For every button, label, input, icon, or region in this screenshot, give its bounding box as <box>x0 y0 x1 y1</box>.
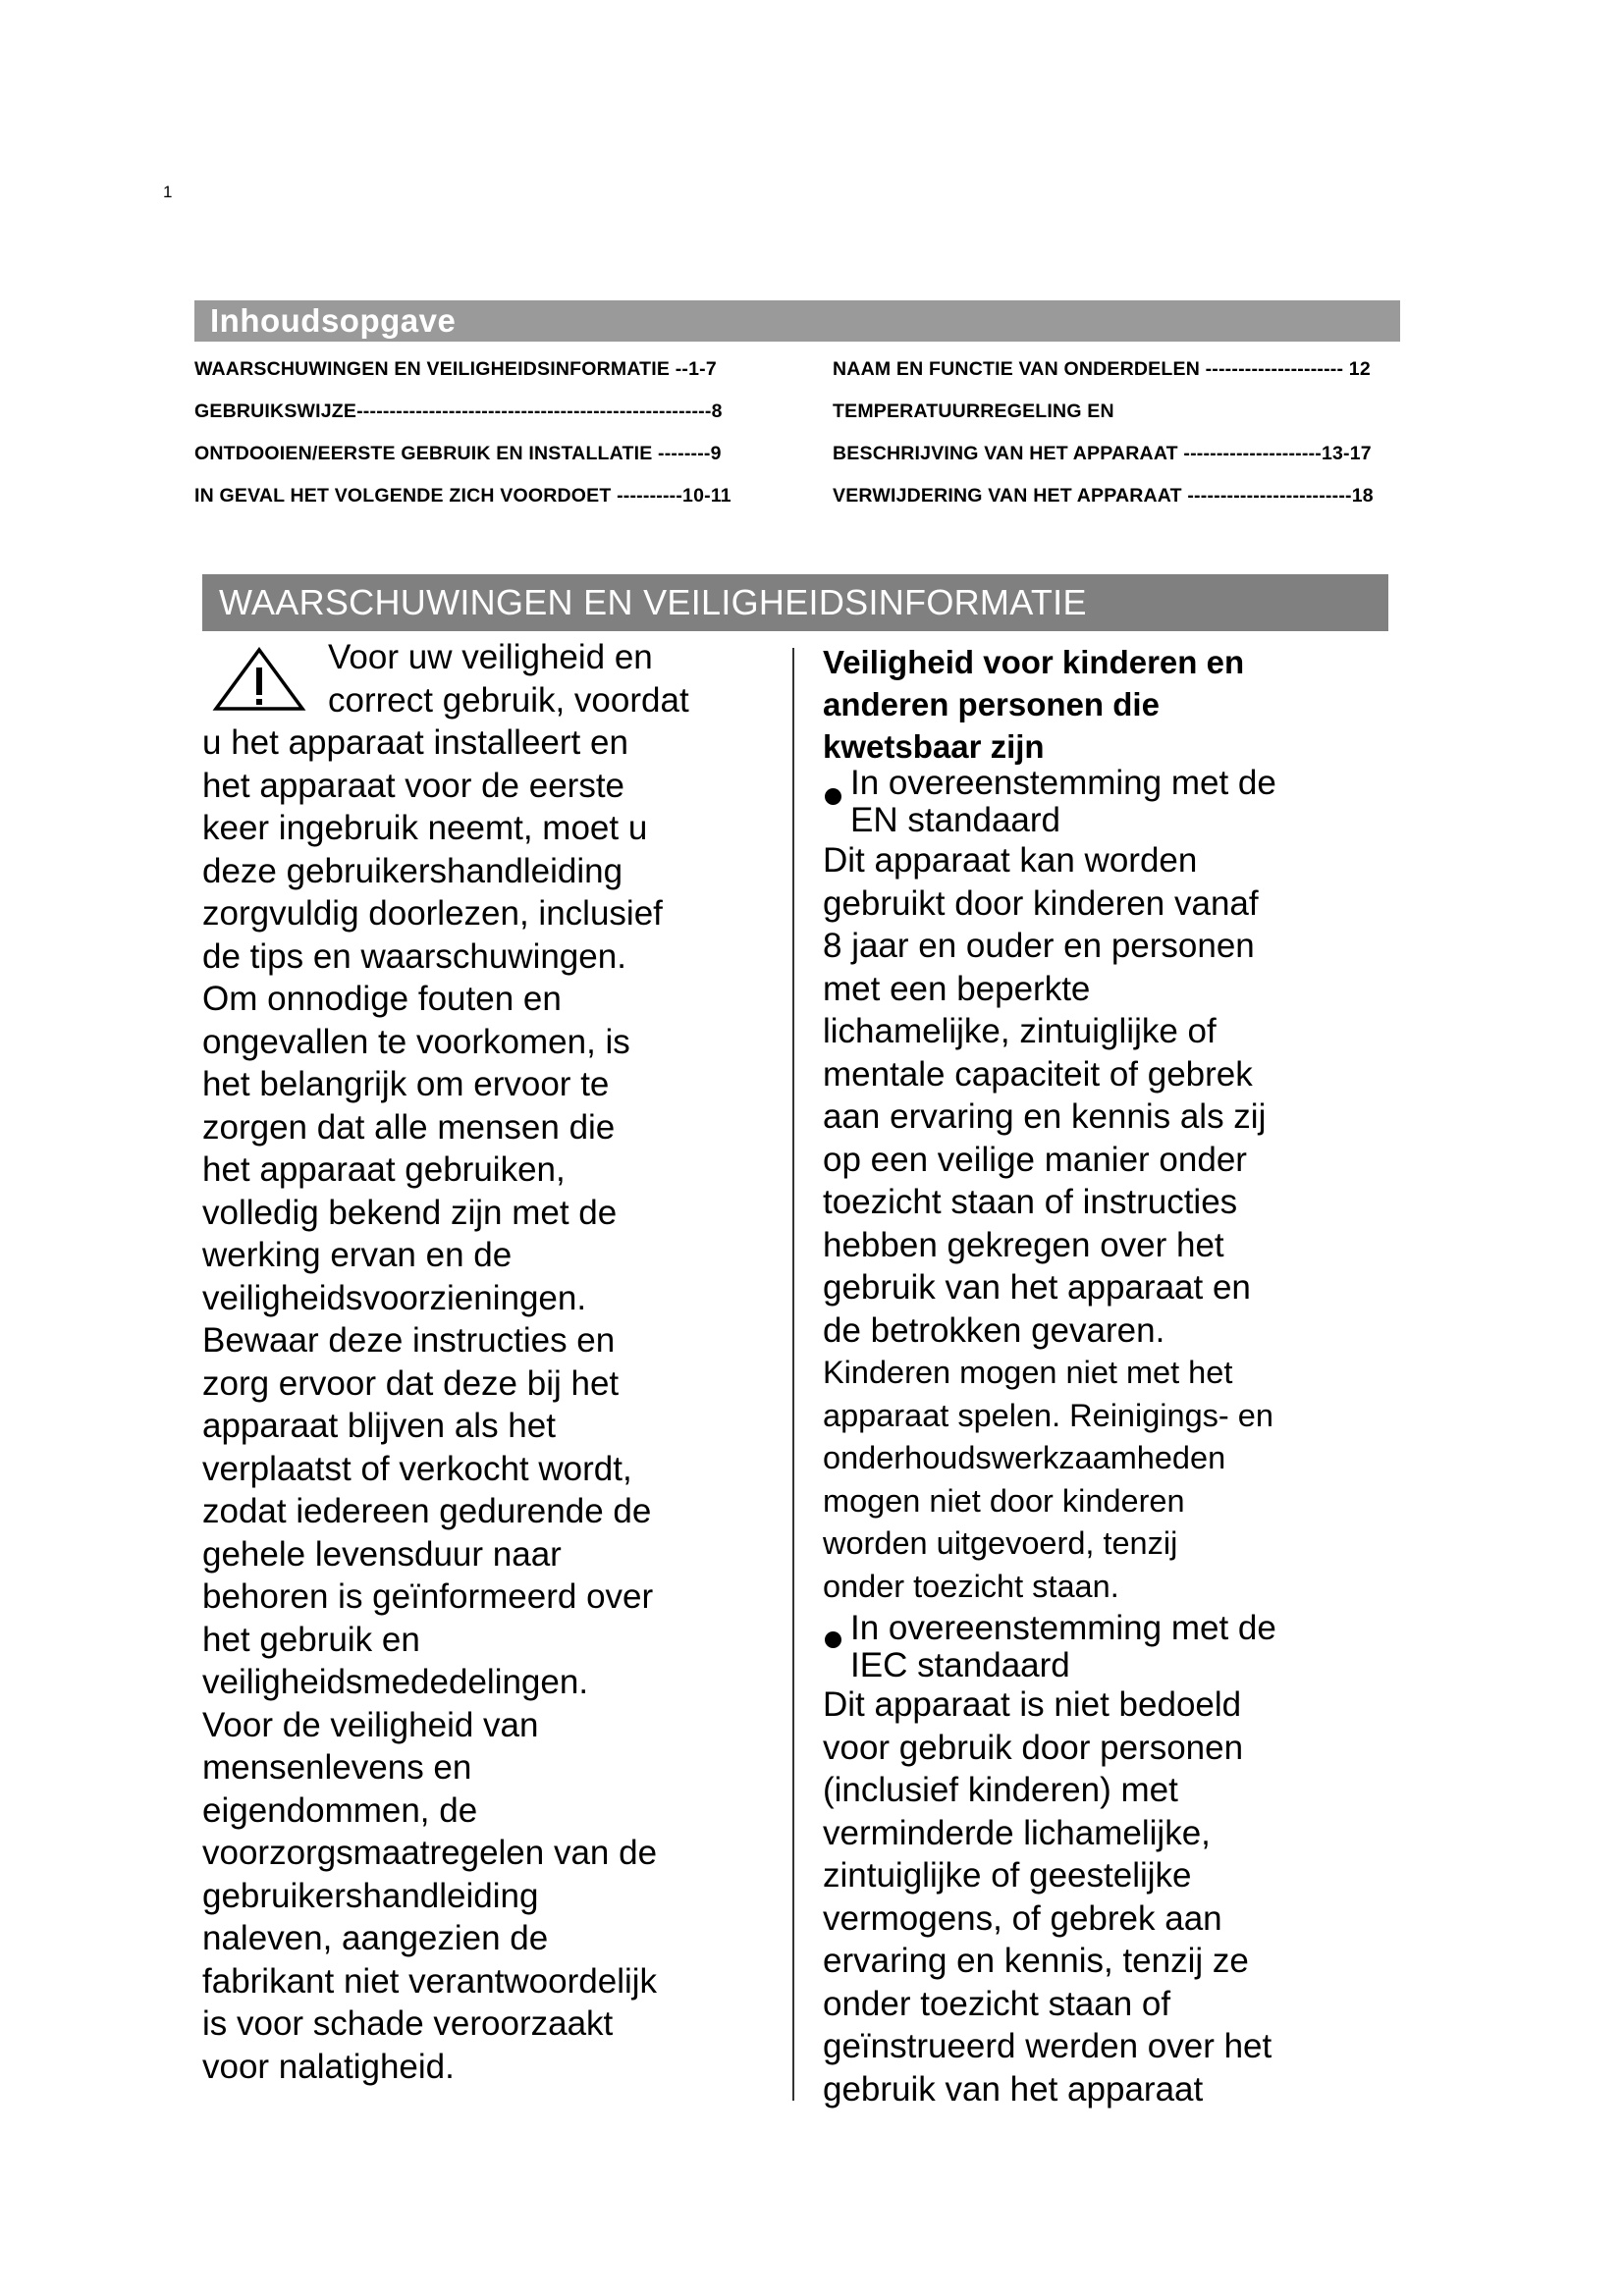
text-line: het apparaat voor de eerste <box>202 766 625 805</box>
toc-entry: BESCHRIJVING VAN HET APPARAAT ---------------------13-17 <box>833 443 1372 464</box>
text-line: deze gebruikershandleiding <box>202 851 623 890</box>
text-line: onder toezicht staan of <box>823 1984 1171 2023</box>
text-line: EN standaard <box>850 801 1061 839</box>
toc-header <box>194 300 1400 342</box>
bullet-icon <box>825 788 841 805</box>
text-line: fabrikant niet verantwoordelijk <box>202 1961 658 2001</box>
toc-title: Inhoudsopgave <box>210 302 457 339</box>
text-line: apparaat spelen. Reinigings- en <box>823 1397 1273 1433</box>
toc-entry: IN GEVAL HET VOLGENDE ZICH VOORDOET ----------10-11 <box>194 485 731 507</box>
text-line: gebruikt door kinderen vanaf <box>823 883 1259 923</box>
bullet-en-standard <box>823 765 1432 839</box>
text-line: Voor uw veiligheid en <box>328 638 653 676</box>
text-line: naleven, aangezien de <box>202 1919 549 1957</box>
text-line: voorzorgsmaatregelen van de <box>202 1834 658 1872</box>
toc-entry: VERWIJDERING VAN HET APPARAAT -------------------------18 <box>833 485 1374 507</box>
text-line: het belangrijk om ervoor te <box>202 1065 610 1103</box>
text-line: (inclusief kinderen) met <box>823 1771 1178 1809</box>
text-line: onder toezicht staan. <box>823 1568 1119 1604</box>
text-line: ervaring en kennis, tenzij ze <box>823 1942 1249 1980</box>
text-line: In overeenstemming met de <box>850 1609 1276 1647</box>
page-number: 1 <box>163 183 173 201</box>
paragraph-children-play <box>823 1352 1432 1608</box>
text-line: gebruik van het apparaat <box>823 2069 1204 2109</box>
text-line: u het apparaat installeert en <box>202 723 628 762</box>
heading-line: anderen personen die <box>823 686 1160 722</box>
text-line: IEC standaard <box>850 1646 1070 1684</box>
text-line: is voor schade veroorzaakt <box>202 2004 614 2043</box>
text-line: het gebruik en <box>202 1620 420 1659</box>
paragraph-iec <box>823 1683 1432 2110</box>
text-line: toezicht staan of instructies <box>823 1183 1238 1221</box>
text-line: correct gebruik, voordat <box>328 680 689 720</box>
column-divider <box>792 648 794 2101</box>
text-line: In overeenstemming met de <box>850 764 1276 802</box>
section-header <box>202 574 1388 631</box>
text-line: zorgen dat alle mensen die <box>202 1107 616 1147</box>
text-line: de betrokken gevaren. <box>823 1310 1165 1350</box>
text-line: 8 jaar en ouder en personen <box>823 927 1255 965</box>
text-line: onderhoudswerkzaamheden <box>823 1440 1226 1475</box>
text-line: apparaat blijven als het <box>202 1407 556 1445</box>
text-line: gebruik van het apparaat en <box>823 1268 1251 1307</box>
text-line: zorgvuldig doorlezen, inclusief <box>202 894 663 933</box>
text-line: Voor de veiligheid van <box>202 1705 539 1744</box>
text-line: mentale capaciteit of gebrek <box>823 1054 1253 1094</box>
text-line: volledig bekend zijn met de <box>202 1193 618 1232</box>
text-line: Bewaar deze instructies en <box>202 1321 616 1360</box>
text-line: geïnstrueerd werden over het <box>823 2027 1272 2065</box>
toc-entry: WAARSCHUWINGEN EN VEILIGHEIDSINFORMATIE --1-7 <box>194 358 717 380</box>
text-line: veiligheidsvoorzieningen. <box>202 1278 587 1317</box>
toc-entry: ONTDOOIEN/EERSTE GEBRUIK EN INSTALLATIE --------9 <box>194 443 722 464</box>
child-safety-heading <box>823 646 1432 763</box>
text-line: keer ingebruik neemt, moet u <box>202 809 648 847</box>
text-line: ongevallen te voorkomen, is <box>202 1022 630 1061</box>
text-line: zorg ervoor dat deze bij het <box>202 1363 620 1403</box>
right-column <box>823 636 1432 2110</box>
text-line: de tips en waarschuwingen. <box>202 936 626 976</box>
text-line: met een beperkte <box>823 969 1091 1008</box>
bullet-iec-standard <box>823 1608 1432 1683</box>
text-line: vermogens, of gebrek aan <box>823 1898 1222 1938</box>
text-line: eigendommen, de <box>202 1790 478 1830</box>
toc-left-column <box>194 351 823 520</box>
text-line: Kinderen mogen niet met het <box>823 1355 1233 1390</box>
text-line: Dit apparaat is niet bedoeld <box>823 1685 1242 1724</box>
text-line: voor gebruik door personen <box>823 1728 1244 1767</box>
heading-line: kwetsbaar zijn <box>823 728 1045 765</box>
left-body-text <box>202 721 791 2088</box>
paragraph-en <box>823 839 1432 1352</box>
text-line: mogen niet door kinderen <box>823 1482 1185 1519</box>
text-line: voor nalatigheid. <box>202 2047 455 2086</box>
text-line: gebruikershandleiding <box>202 1876 539 1915</box>
text-line: lichamelijke, zintuiglijke of <box>823 1012 1217 1050</box>
toc-entry: TEMPERATUURREGELING EN <box>833 400 1114 422</box>
bullet-icon <box>825 1631 841 1648</box>
left-column <box>202 636 791 2088</box>
text-line: verminderde lichamelijke, <box>823 1813 1211 1852</box>
toc-entry: GEBRUIKSWIJZE------------------------------------------------------8 <box>194 400 723 422</box>
text-line: hebben gekregen over het <box>823 1225 1224 1264</box>
text-line: werking ervan en de <box>202 1236 513 1274</box>
text-line: het apparaat gebruiken, <box>202 1150 566 1189</box>
text-line: zodat iedereen gedurende de <box>202 1492 652 1530</box>
text-line: gehele levensduur naar <box>202 1534 562 1574</box>
warning-triangle-icon <box>212 646 306 713</box>
text-line: op een veilige manier onder <box>823 1140 1247 1179</box>
text-line: Om onnodige fouten en <box>202 980 562 1018</box>
text-line: verplaatst of verkocht wordt, <box>202 1449 632 1488</box>
text-line: behoren is geïnformeerd over <box>202 1577 654 1616</box>
text-line: aan ervaring en kennis als zij <box>823 1097 1267 1136</box>
text-line: zintuiglijke of geestelijke <box>823 1856 1192 1895</box>
heading-line: Veiligheid voor kinderen en <box>823 644 1245 680</box>
text-line: Dit apparaat kan worden <box>823 841 1198 880</box>
text-line: mensenlevens en <box>202 1748 472 1787</box>
text-line: veiligheidsmededelingen. <box>202 1663 589 1701</box>
section-title: WAARSCHUWINGEN EN VEILIGHEIDSINFORMATIE <box>219 582 1087 622</box>
toc-entry: NAAM EN FUNCTIE VAN ONDERDELEN --------------------- 12 <box>833 358 1371 380</box>
toc-right-column <box>833 351 1441 520</box>
text-line: worden uitgevoerd, tenzij <box>823 1525 1178 1561</box>
